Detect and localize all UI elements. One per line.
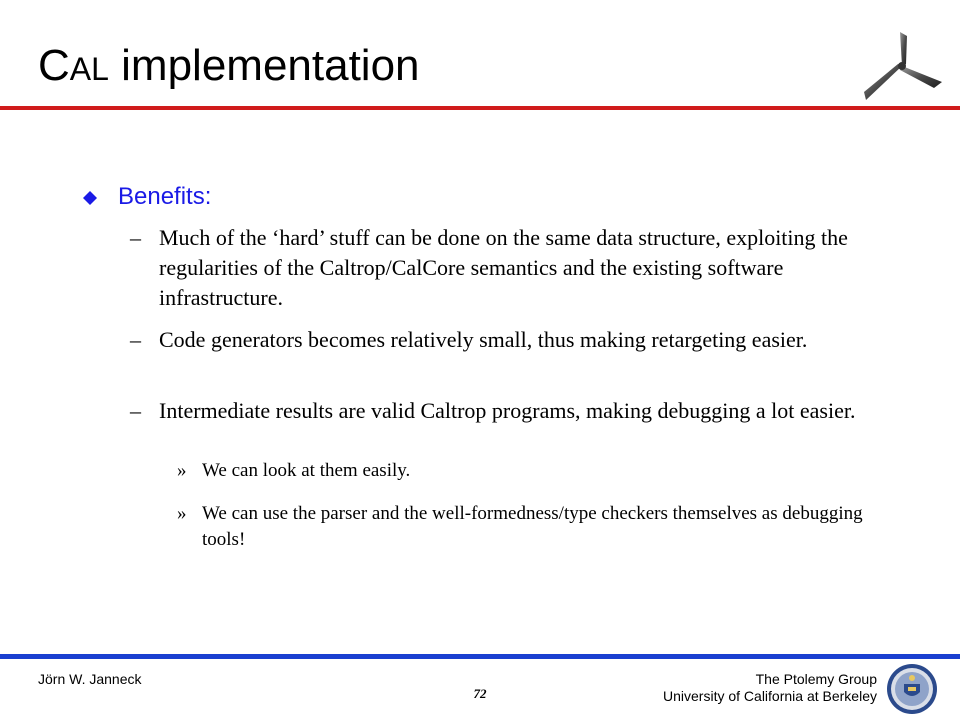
footer-group: The Ptolemy Group (755, 671, 877, 687)
footer-rule (0, 654, 960, 659)
sub-point-text: Much of the ‘hard’ stuff can be done on the same data structure, exploiting the regularities of the Caltrop/CalCore semantics and the existing software infrastructure. (159, 225, 848, 310)
footer-affiliation (663, 671, 877, 705)
sub-sub-point-text: We can look at them easily. (202, 460, 411, 481)
sub-point-text: Code generators becomes relatively small, thus making retargeting easier. (159, 327, 808, 352)
page-number: 72 (473, 686, 487, 701)
title-rule (0, 106, 960, 110)
footer-author: Jörn W. Janneck (38, 671, 142, 687)
university-seal-icon (886, 662, 938, 716)
bullet-label: Benefits: (118, 183, 212, 210)
sub-point-text: Intermediate results are valid Caltrop programs, making debugging a lot easier. (159, 398, 856, 423)
sub-sub-point-text: We can use the parser and the well-formedness/type checkers themselves as debugging tools! (202, 503, 863, 550)
diamond-bullet-icon (83, 191, 97, 205)
ptolemy-logo-icon (852, 28, 948, 104)
footer-university: University of California at Berkeley (663, 688, 877, 704)
slide-title: CAL implementation (38, 41, 420, 90)
